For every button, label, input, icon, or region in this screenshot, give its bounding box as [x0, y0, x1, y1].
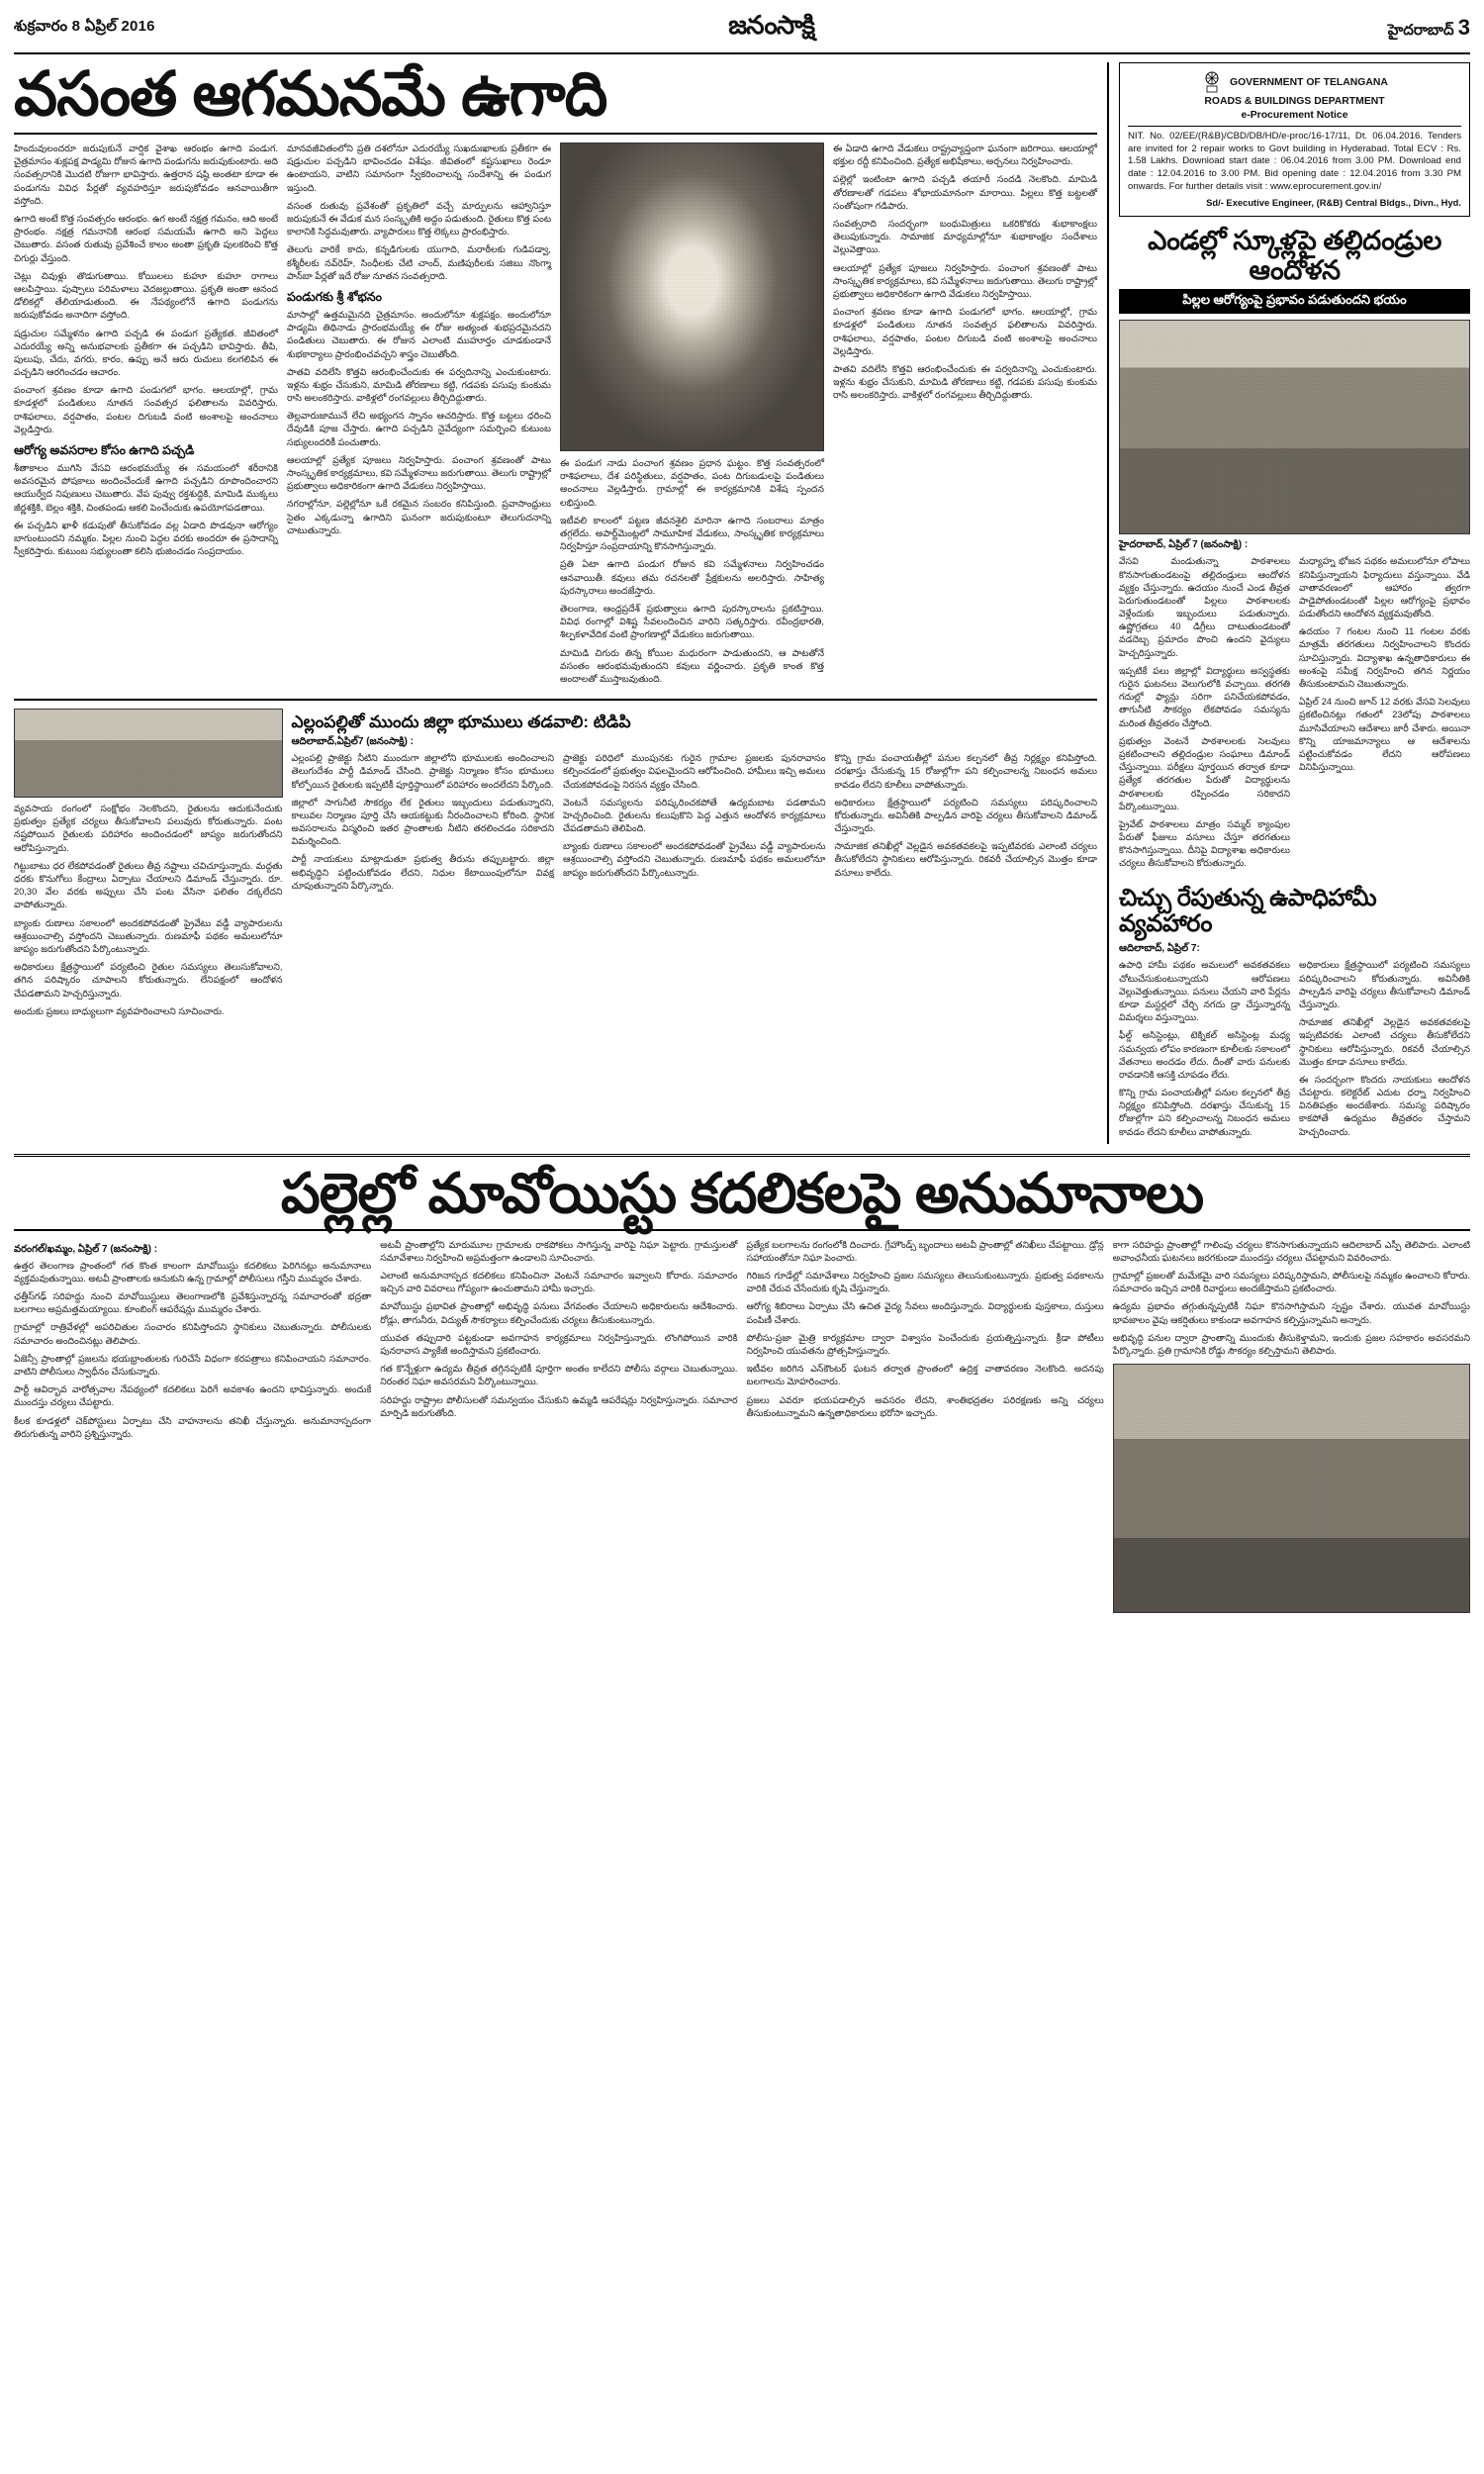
- bottom-dateline: వరంగల్/ఖమ్మం, ఏప్రిల్ 7 (జనంసాక్షి) :: [14, 1243, 158, 1255]
- bottom-col-4: కాగా సరిహద్దు ప్రాంతాల్లో గాలింపు చర్యలు కొనసాగుతున్నాయని ఆదిలాబాద్ ఎస్పీ తెలిపారు. ఎలాంటి అవాంఛనీయ ఘటనలు జరగకుండా ముందస్తు చర్యలు చేపట్టామని వివరించారు. గ్రామాల్లో ప్రజలతో మమేకమై వారి సమస్యలు పరిష్కరిస్తామని, పోలీసులపై నమ్మకం ఉంచాలని కోరారు. సమాచారం ఇచ్చిన వారికి రివార్డులు అందజేస్తామని ప్రకటించారు. ఉద్యమ ప్రభావం తగ్గుతున్నప్పటికీ నిఘా కొనసాగిస్తామని స్పష్టం చేశారు. యువత మావోయిస్టు భావజాలం వైపు ఆకర్షితులు కాకుండా అవగాహన కల్పిస్తున్నామని అన్నారు. అభివృద్ధి పనుల ద్వారా ప్రాంతాన్ని ముందుకు తీసుకెళ్తామని, ఇందుకు ప్రజల సహకారం అవసరమని పేర్కొన్నారు. ప్రతి గ్రామానికి రోడ్డు సౌకర్యం కల్పిస్తామని తెలిపారు.: [1113, 1239, 1470, 1614]
- lead-col3-text: ఈ పండుగ నాడు పంచాంగ శ్రవణం ప్రధాన ఘట్టం. కొత్త సంవత్సరంలో రాశిఫలాలు, దేశ పరిస్థితులు, వర్షపాతం, పంట దిగుబడులపై పండితులు అంచనాలు వెల్లడిస్తారు. గ్రామాల్లో ఈ కార్యక్రమానికి విశేష స్పందన లభిస్తుంది. ఇటీవలి కాలంలో పట్టణ జీవనశైలి మారినా ఉగాది సంబరాలు మాత్రం తగ్గలేదు. అపార్ట్‌మెంట్లలో సామూహిక వేడుకలు, సాంస్కృతిక కార్యక్రమాలు నిర్వహిస్తూ సంప్రదాయాన్ని కొనసాగిస్తున్నారు. ప్రతి ఏటా ఉగాది పండుగ రోజున కవి సమ్మేళనాలు నిర్వహించడం ఆనవాయితీ. కవులు తమ రచనలతో ప్రేక్షకులను అలరిస్తారు. సాహిత్య పురస్కారాలు అందజేస్తారు. తెలంగాణ, ఆంధ్రప్రదేశ్ ప్రభుత్వాలు ఉగాది పురస్కారాలను ప్రకటిస్తాయి. వివిధ రంగాల్లో విశిష్ట సేవలందించిన వారిని సత్కరిస్తారు. రవీంద్రభారతి, శిల్పకళావేదిక వంటి ప్రాంగణాల్లో వేడుకలు జరుగుతాయి. మామిడి చిగురు తిన్న కోయిల మధురంగా పాడుతుందని, ఆ పాటతోనే వసంతం ఆరంభమవుతుందని కవులు వర్ణించారు. ప్రకృతి కాంత కొత్త అందాలతో ముస్తాబవుతుంది.: [560, 458, 824, 684]
- lead-col1-subhead: ఆరోగ్య అవసరాల కోసం ఉగాది పచ్చడి: [14, 443, 195, 458]
- bottom-section: [14, 1154, 1470, 1613]
- lead-col-3: [560, 143, 824, 691]
- edition-name: హైదరాబాద్: [1387, 21, 1454, 39]
- security-forces-photo: [1113, 1364, 1470, 1613]
- bottom-columns: [14, 1239, 1470, 1614]
- gov-line-2: ROADS & BUILDINGS DEPARTMENT: [1204, 96, 1385, 107]
- government-emblem-icon: [1201, 69, 1223, 95]
- small-story-text: వ్యవసాయ రంగంలో సంక్షోభం నెలకొందని, రైతులను ఆదుకునేందుకు ప్రభుత్వం ప్రత్యేక చర్యలు తీసుకోవాలని పలువురు కోరుతున్నారు. పంట నష్టపోయిన రైతులకు పరిహారం అందించడంలో జాప్యం జరుగుతోందని ఆరోపిస్తున్నారు. గిట్టుబాటు ధర లేకపోవడంతో రైతులు తీవ్ర నష్టాలు చవిచూస్తున్నారు. మద్దతు ధరకు కొనుగోలు కేంద్రాలు ఏర్పాటు చేయాలని డిమాండ్ చేస్తున్నారు. రూ. 20,30 వేల వరకు అప్పులు చేసి పంట వేసినా ఫలితం దక్కలేదని వాపోతున్నారు. బ్యాంకు రుణాలు సకాలంలో అందకపోవడంతో ప్రైవేటు వడ్డీ వ్యాపారులను ఆశ్రయించాల్సి వస్తోందని చెబుతున్నారు. రుణమాఫీ పథకం అమలులోనూ జాప్యం జరుగుతోందని పేర్కొంటున్నారు. అధికారులు క్షేత్రస్థాయిలో పర్యటించి రైతుల సమస్యలు తెలుసుకోవాలని, తగిన పరిష్కారం చూపాలని కోరుతున్నారు. లేనిపక్షంలో ఆందోళన చేపడతామని హెచ్చరిస్తున్నారు. అందుకు ప్రజలు బాధ్యులుగా వ్యవహరించాలని సూచించారు.: [14, 804, 283, 1016]
- lead-col2-subhead: పండుగకు శ్రీ శోభనం: [287, 289, 383, 304]
- issue-date: శుక్రవారం 8 ఏప్రిల్ 2016: [14, 18, 155, 35]
- lead-col2-text: మానవజీవితంలోని ప్రతి దశలోనూ ఎదురయ్యే సుఖదుఃఖాలకు ప్రతీకగా ఈ షడ్రుచుల పచ్చడిని భావించడం విశేషం. జీవితంలో కష్టసుఖాలు రెండూ ఉంటాయని, వాటిని సమానంగా స్వీకరించాలన్న సందేశాన్ని ఈ పండుగ ఇస్తుంది. వసంత రుతువు ప్రవేశంతో ప్రకృతిలో వచ్చే మార్పులను ఆహ్వానిస్తూ జరుపుకునే ఈ వేడుక మన సంస్కృతికి అద్దం పడుతుంది. రైతులు కొత్త పంట కాలానికి సిద్ధమవుతారు. వ్యాపారులు కొత్త లెక్కలు ప్రారంభిస్తారు. తెలుగు వారికే కాదు, కన్నడిగులకు యుగాది, మరాఠీలకు గుడిపడ్వా, కశ్మీరీలకు నవ్‌రెహ్, సింధీలకు చేటి చాంద్, మణిపురీలకు సజిబు నొంగ్మా పాన్‌బా పేర్లతో ఇదే రోజు నూతన సంవత్సరాది.: [287, 143, 551, 281]
- main-column: [14, 62, 1097, 1144]
- upadhi-col-2: అధికారులు క్షేత్రస్థాయిలో పర్యటించి సమస్యలు పరిష్కరించాలని కోరుతున్నారు. అవినీతికి పాల్పడిన వారిపై చర్యలు తీసుకోవాలని డిమాండ్ చేస్తున్నారు. సామాజిక తనిఖీల్లో వెల్లడైన అవకతవకలపై ఇప్పటివరకు ఎలాంటి చర్యలు తీసుకోలేదని స్థానికులు ఆరోపిస్తున్నారు. రికవరీ చేయాల్సిన మొత్తం కూడా వసూలు కాలేదు. ఈ సందర్భంగా కొందరు నాయకులు ఆందోళన చేపట్టారు. కలెక్టరేట్ ఎదుట ధర్నా నిర్వహించి వినతిపత్రం అందజేశారు. సమస్య పరిష్కారం కాకపోతే ఉద్యమం తీవ్రతరం చేస్తామని హెచ్చరించారు.: [1299, 960, 1471, 1137]
- bottom-col-2: అటవీ ప్రాంతాల్లోని మారుమూల గ్రామాలకు రాకపోకలు సాగిస్తున్న వారిపై నిఘా పెట్టారు. గ్రామస్తులతో సమావేశాలు నిర్వహించి అప్రమత్తంగా ఉండాలని సూచించారు. ఎలాంటి అనుమానాస్పద కదలికలు కనిపించినా వెంటనే సమాచారం ఇవ్వాలని కోరారు. సమాచారం ఇచ్చిన వారి వివరాలు గోప్యంగా ఉంచుతామని హామీ ఇచ్చారు. మావోయిస్టు ప్రభావిత ప్రాంతాల్లో అభివృద్ధి పనులు వేగవంతం చేయాలని అధికారులను ఆదేశించారు. రోడ్లు, తాగునీరు, విద్యుత్ సౌకర్యాలు కల్పించేందుకు చర్యలు తీసుకుంటున్నారు. యువత తప్పుదారి పట్టకుండా అవగాహన కార్యక్రమాలు నిర్వహిస్తున్నారు. లొంగిపోయిన వారికి పునరావాస ప్యాకేజీ అందిస్తామని ప్రకటించారు. గత కొన్నేళ్లుగా ఉద్యమ తీవ్రత తగ్గినప్పటికీ పూర్తిగా అంతం కాలేదని పోలీసు వర్గాలు చెబుతున్నాయి. నిరంతర నిఘా అవసరమని పేర్కొంటున్నాయి. సరిహద్దు రాష్ట్రాల పోలీసులతో సమన్వయం చేసుకుని ఉమ్మడి ఆపరేషన్లు నిర్వహిస్తున్నారు. సమాచార మార్పిడి జరుగుతోంది.: [380, 1239, 738, 1418]
- lead-col-4: [833, 143, 1097, 691]
- tdp-col-3: కొన్ని గ్రామ పంచాయతీల్లో పనుల కల్పనలో తీవ్ర నిర్లక్ష్యం కనిపిస్తోంది. దరఖాస్తు చేసుకున్న 15 రోజుల్లోగా పని కల్పించాలన్న నిబంధన అమలు కావడం లేదని కూలీలు వాపోతున్నారు. అధికారులు క్షేత్రస్థాయిలో పర్యటించి సమస్యలు పరిష్కరించాలని కోరుతున్నారు. అవినీతికి పాల్పడిన వారిపై చర్యలు తీసుకోవాలని డిమాండ్ చేస్తున్నారు. సామాజిక తనిఖీల్లో వెల్లడైన అవకతవకలపై ఇప్పటివరకు ఎలాంటి చర్యలు తీసుకోలేదని స్థానికులు ఆరోపిస్తున్నారు. రికవరీ చేయాల్సిన మొత్తం కూడా వసూలు కాలేదు.: [834, 753, 1097, 878]
- tender-notice: [1119, 62, 1470, 217]
- bottom-col-1: వరంగల్/ఖమ్మం, ఏప్రిల్ 7 (జనంసాక్షి) : ఉత్తర తెలంగాణ ప్రాంతంలో గత కొంత కాలంగా మావోయిస్టు కదలికలు పెరిగినట్లు అనుమానాలు వ్యక్తమవుతున్నాయి. అటవీ ప్రాంతాలకు ఆనుకుని ఉన్న గ్రామాల్లో పోలీసులు గస్తీని ముమ్మరం చేశారు. ఛత్తీస్‌గఢ్ సరిహద్దు నుంచి మావోయిస్టులు తెలంగాణలోకి ప్రవేశిస్తున్నారన్న సమాచారంతో భద్రతా బలగాలు అప్రమత్తమయ్యాయి. కూంబింగ్ ఆపరేషన్లు ముమ్మరం చేశారు. గ్రామాల్లో రాత్రివేళల్లో అపరిచితుల సంచారం కనిపిస్తోందని స్థానికులు చెబుతున్నారు. పోలీసులకు సమాచారం అందించినట్లు తెలిపారు. ఏజెన్సీ ప్రాంతాల్లో ప్రజలను భయభ్రాంతులకు గురిచేసే విధంగా కరపత్రాలు కనిపించాయని సమాచారం. వాటిని పోలీసులు స్వాధీనం చేసుకున్నారు. పార్టీ ఆవిర్భావ వారోత్సవాల నేపథ్యంలో కదలికలు పెరిగే అవకాశం ఉందని భావిస్తున్నారు. అందుకే ముందస్తు చర్యలు చేపట్టారు. కీలక కూడళ్లలో చెక్‌పోస్టులు ఏర్పాటు చేసి వాహనాలను తనిఖీ చేస్తున్నారు. అనుమానాస్పదంగా తిరుగుతున్న వారిని ప్రశ్నిస్తున్నారు.: [14, 1243, 372, 1439]
- masthead: [14, 10, 1470, 54]
- lead-headline: వసంత ఆగమనమే ఉగాది: [14, 62, 1097, 135]
- tdp-story: [292, 709, 1097, 1023]
- lead-col1-text-2: శీతాకాలం ముగిసి వేసవి ఆరంభమయ్యే ఈ సమయంలో శరీరానికి అవసరమైన పోషకాలు అందించేందుకే ఉగాది పచ్చడిని రూపొందించారని ఆయుర్వేద నిపుణులు చెబుతారు. వేప పువ్వు రక్తశుద్ధికి, మామిడి ముక్కలు జీర్ణశక్తికి, బెల్లం శక్తికి, చింతపండు ఆకలి పెంచేందుకు ఉపయోగపడతాయి. ఈ పచ్చడిని ఖాళీ కడుపుతో తీసుకోవడం వల్ల ఏడాది పొడవునా ఆరోగ్యం బాగుంటుందని నమ్మకం. పిల్లల నుంచి పెద్దల వరకు అందరూ ఈ ప్రసాదాన్ని స్వీకరిస్తారు. కుటుంబ సభ్యులంతా కలిసి భుజించడం సంప్రదాయం.: [14, 463, 278, 557]
- lead-col4-text: ఈ ఏడాది ఉగాది వేడుకలు రాష్ట్రవ్యాప్తంగా ఘనంగా జరిగాయి. ఆలయాల్లో భక్తుల రద్దీ కనిపించింది. ప్రత్యేక అభిషేకాలు, అర్చనలు నిర్వహించారు. పల్లెల్లో ఇంటింటా ఉగాది పచ్చడి తయారీ సందడి నెలకొంది. మామిడి తోరణాలతో గడపలు శోభాయమానంగా మారాయి. పిల్లలు కొత్త బట్టలతో సంతోషంగా గడిపారు. సంవత్సరాది సందర్భంగా బంధుమిత్రులు ఒకరికొకరు శుభాకాంక్షలు తెలుపుకున్నారు. సామాజిక మాధ్యమాల్లోనూ శుభాకాంక్షల సందేశాలు వెల్లువెత్తాయి. ఆలయాల్లో ప్రత్యేక పూజలు నిర్వహిస్తారు. పంచాంగ శ్రవణంతో పాటు సాంస్కృతిక కార్యక్రమాలు, కవి సమ్మేళనాలు జరుగుతాయి. తెలుగు రాష్ట్రాల్లో ప్రభుత్వాలు అధికారికంగా ఉగాది వేడుకలు నిర్వహిస్తాయి. పంచాంగ శ్రవణం కూడా ఉగాది పండుగలో భాగం. ఆలయాల్లో, గ్రామ కూడళ్లలో పండితులు నూతన సంవత్సర ఫలితాలను వివరిస్తారు. రాశిఫలాలు, వర్షపాతం, పంటల దిగుబడి వంటి అంశాలపై అంచనాలు వెల్లడిస్తారు. పాతవి వదిలేసి కొత్తవి ఆరంభించేందుకు ఈ పర్వదినాన్ని ఎంచుకుంటారు. ఇళ్లను శుభ్రం చేసుకుని, మామిడి తోరణాలు కట్టి, గడపకు పసుపు కుంకుమ రాసి అలంకరిస్తారు. వాకిళ్లలో రంగవల్లులు తీర్చిదిద్దుతారు.: [833, 143, 1097, 401]
- upadhi-dateline: ఆదిలాబాద్, ఏప్రిల్ 7:: [1118, 943, 1200, 955]
- lead-article-columns: [14, 143, 1097, 691]
- tdp-dateline: ఆదిలాబాద్,ఏప్రిల్7 (జనంసాక్షి) :: [291, 736, 414, 748]
- ugadi-plate-photo: [560, 143, 824, 451]
- lead-col-2: [287, 143, 551, 691]
- tdp-col-1: ఎల్లంపల్లి ప్రాజెక్టు నీటిని ముందుగా జిల్లాలోని భూములకు అందించాలని తెలుగుదేశం పార్టీ డిమాండ్ చేసింది. ప్రాజెక్టు నిర్మాణం కోసం భూములు కోల్పోయిన రైతులకు ఇప్పటికీ పూర్తిస్థాయిలో పరిహారం అందలేదని పేర్కొంది. జిల్లాలో సాగునీటి సౌకర్యం లేక రైతులు ఇబ్బందులు పడుతున్నారని, కాలువల నిర్మాణం పూర్తి చేసి ఆయకట్టుకు నీరందించాలని కోరింది. స్థానిక అవసరాలను విస్మరించి ఇతర ప్రాంతాలకు నీటిని తరలించడం సరికాదని విమర్శించింది. పార్టీ నాయకులు మాట్లాడుతూ ప్రభుత్వ తీరును తప్పుబట్టారు. జిల్లా అభివృద్ధిని పట్టించుకోవడం లేదని, నిధుల కేటాయింపులోనూ వివక్ష చూపుతున్నారని పేర్కొన్నారు.: [291, 753, 554, 891]
- tdp-col-2: ప్రాజెక్టు పరిధిలో ముంపునకు గురైన గ్రామాల ప్రజలకు పునరావాసం కల్పించడంలో ప్రభుత్వం విఫలమైందని ఆరోపించింది. హామీలు ఇచ్చి అమలు చేయకపోవడంపై నిరసన వ్యక్తం చేసింది. వెంటనే సమస్యలను పరిష్కరించకపోతే ఉద్యమబాట పడతామని హెచ్చరించింది. రైతులను కలుపుకొని పెద్ద ఎత్తున ఆందోళన కార్యక్రమాలు చేపడతామని తెలిపింది. బ్యాంకు రుణాలు సకాలంలో అందకపోవడంతో ప్రైవేటు వడ్డీ వ్యాపారులను ఆశ్రయించాల్సి వస్తోందని చెబుతున్నారు. రుణమాఫీ పథకం అమలులోనూ జాప్యం జరుగుతోందని పేర్కొంటున్నారు.: [563, 753, 826, 878]
- tender-body: NIT. No. 02/EE/(R&B)/CBD/DB/HD/e-proc/16-17/11, Dt. 06.04.2016. Tenders are invited for 2 repair works to Govt building in Hyderabad. Total ECV : Rs. 1.58 Lakhs. Download start date : 06.04.2016 from 3.00 PM. Download end date : 12.04.2016 to 3.00 PM. Bid opening date : 12.04.2016 from 3.30 PM onwards. For further details visit : www.eprocurement.gov.in/: [1127, 130, 1461, 193]
- lead-col-1: [14, 143, 278, 691]
- divider-1: [14, 699, 1097, 701]
- page-number: 3: [1457, 14, 1470, 40]
- edition-info: [1388, 15, 1470, 43]
- school-children-photo: [1119, 320, 1470, 534]
- school-subhead: పిల్లల ఆరోగ్యంపై ప్రభావం పడుతుందని భయం: [1119, 289, 1470, 314]
- gov-line-1: GOVERNMENT OF TELANGANA: [1229, 76, 1388, 88]
- tender-signature: Sd/- Executive Engineer, (R&B) Central Bldgs., Divn., Hyd.: [1206, 197, 1461, 209]
- tdp-headline: ఎల్లంపల్లితో ముందు జిల్లా భూములు తడవాలి: టిడిపి: [291, 713, 631, 732]
- bottom-headline: పల్లెల్లో మావోయిస్టు కదలికలపై అనుమానాలు: [14, 1165, 1470, 1231]
- school-dateline: హైదరాబాద్, ఏప్రిల్ 7 (జనంసాక్షి) :: [1118, 539, 1249, 551]
- eproc-title: e-Procurement Notice: [1128, 109, 1461, 127]
- small-story-block: [14, 709, 283, 1023]
- right-column: [1107, 62, 1470, 1144]
- bottom-col-3: ప్రత్యేక బలగాలను రంగంలోకి దించారు. గ్రేహౌండ్స్ బృందాలు అటవీ ప్రాంతాల్లో తనిఖీలు చేపట్టాయి. డ్రోన్ల సహాయంతోనూ నిఘా పెంచారు. గిరిజన గూడేల్లో సమావేశాలు నిర్వహించి ప్రజల సమస్యలు తెలుసుకుంటున్నారు. ప్రభుత్వ పథకాలను వారికి చేరువ చేసేందుకు కృషి చేస్తున్నారు. ఆరోగ్య శిబిరాలు ఏర్పాటు చేసి ఉచిత వైద్య సేవలు అందిస్తున్నారు. విద్యార్థులకు పుస్తకాలు, దుస్తులు పంపిణీ చేశారు. పోలీసు-ప్రజా మైత్రి కార్యక్రమాల ద్వారా విశ్వాసం పెంచేందుకు ప్రయత్నిస్తున్నారు. క్రీడా పోటీలు నిర్వహించి యువతను ప్రోత్సహిస్తున్నారు. ఇటీవల జరిగిన ఎన్‌కౌంటర్ ఘటన తర్వాత ప్రాంతంలో ఉద్రిక్త వాతావరణం నెలకొంది. అదనపు బలగాలను మోహరించారు. ప్రజలు ఎవరూ భయపడాల్సిన అవసరం లేదని, శాంతిభద్రతల పరిరక్షణకు అన్ని చర్యలు తీసుకుంటున్నామని ఉన్నతాధికారులు భరోసా ఇచ్చారు.: [746, 1239, 1104, 1418]
- school-col-2: మధ్యాహ్న భోజన పథకం అమలులోనూ లోపాలు కనిపిస్తున్నాయని ఫిర్యాదులు వస్తున్నాయి. వేడి వాతావరణంలో ఆహారం త్వరగా పాడైపోతుండటంతో పిల్లల ఆరోగ్యంపై ప్రభావం పడుతోందని ఆందోళన వ్యక్తమవుతోంది. ఉదయం 7 గంటల నుంచి 11 గంటల వరకు మాత్రమే తరగతులు నిర్వహించాలని కొందరు సూచిస్తున్నారు. విద్యాశాఖ ఉన్నతాధికారులు ఈ అంశంపై సమీక్ష నిర్వహించి తగిన నిర్ణయం తీసుకుంటామని చెబుతున్నారు. ఏప్రిల్ 24 నుంచి జూన్ 12 వరకు వేసవి సెలవులు ప్రకటించినట్లు గతంలో 23లోపు పాఠశాలలు మూసివేయాలని ఆదేశాలు జారీ చేశారు. అయినా కొన్ని యాజమాన్యాలు ఆ ఆదేశాలను పట్టించుకోవడం లేదని ఆరోపణలు వినిపిస్తున్నాయి.: [1299, 556, 1471, 773]
- lead-col1-text: హిందువులందరూ జరుపుకునే వార్షిక వైశాఖ ఆరంభం ఉగాది పండుగ. చైత్రమాసం శుక్లపక్ష పాడ్యమి రోజున ఉగాది పండుగను జరుపుకుంటారు. అది సంవత్సరానికి మొదటి రోజుగా భావిస్తారు. ఉత్తరాన షష్ఠి అంతటా కూడా ఈ పండుగను వివిధ పేర్లతో వ్యవహరిస్తూ జరుపుకోవడం ఆనవాయితీగా వస్తోంది. ఉగాది అంటే కొత్త సంవత్సరం ఆరంభం. ఉగ అంటే నక్షత్ర గమనం, ఆది అంటే ప్రారంభం. నక్షత్ర గమనానికి ఆరంభ సమయమే ఉగాది అని పెద్దలు చెబుతారు. వసంత రుతువు ప్రవేశించే కాలం అంతా ప్రకృతి పులకరించి కొత్త చిగుర్లు వేస్తుంది. చెట్లు చివుళ్లు తొడుగుతాయి. కోయిలలు కుహూ కుహూ రాగాలు ఆలపిస్తాయి. పుష్పాలు పరిమళాలు వెదజల్లుతాయి. ప్రకృతి అంతా ఆనంద డోలికల్లో తేలియాడుతుంది. ఈ నేపథ్యంలోనే ఉగాది పండుగను జరుపుకోవడం అనాదిగా వస్తోంది. షడ్రుచుల సమ్మేళనం ఉగాది పచ్చడి ఈ పండుగ ప్రత్యేకత. జీవితంలో ఎదురయ్యే అన్ని అనుభవాలకు ప్రతీకగా ఈ పచ్చడిని భావిస్తారు. తీపి, పులుపు, చేదు, వగరు, కారం, ఉప్పు అనే ఆరు రుచులు కలగలిపిన ఈ పచ్చడిని ఆరగించడం ఆచారం. పంచాంగ శ్రవణం కూడా ఉగాది పండుగలో భాగం. ఆలయాల్లో, గ్రామ కూడళ్లలో పండితులు నూతన సంవత్సర ఫలితాలను వివరిస్తారు. రాశిఫలాలు, వర్షపాతం, పంటల దిగుబడి వంటి అంశాలపై అంచనాలు వెల్లడిస్తారు.: [14, 143, 278, 434]
- school-headline: ఎండల్లో స్కూళ్లపై తల్లిదండ్రుల ఆందోళన: [1148, 225, 1441, 285]
- small-photo: [14, 709, 283, 798]
- newspaper-logo: జనంసాక్షి: [728, 10, 815, 40]
- upadhi-headline: చిచ్చు రేపుతున్న ఉపాధిహామీ వ్యవహారం: [1118, 884, 1377, 938]
- upadhi-col-1: ఉపాధి హామీ పథకం అమలులో అవకతవకలు చోటుచేసుకుంటున్నాయని ఆరోపణలు వెల్లువెత్తుతున్నాయి. పనులు చేయని వారి పేర్లను కూడా మస్టర్లలో చేర్చి నగదు డ్రా చేస్తున్నారన్న విమర్శలు వస్తున్నాయి. ఫీల్డ్ అసిస్టెంట్లు, టెక్నికల్ అసిస్టెంట్ల మధ్య సమన్వయ లోపం కారణంగా కూలీలకు సకాలంలో వేతనాలు అందడం లేదు. దీంతో వారు పనులకు రావడానికి ఆసక్తి చూపడం లేదు. కొన్ని గ్రామ పంచాయతీల్లో పనుల కల్పనలో తీవ్ర నిర్లక్ష్యం కనిపిస్తోంది. దరఖాస్తు చేసుకున్న 15 రోజుల్లోగా పని కల్పించాలన్న నిబంధన అమలు కావడం లేదని కూలీలు వాపోతున్నారు.: [1118, 960, 1290, 1137]
- lead-col2-text-2: మాసాల్లో ఉత్తమమైనది చైత్రమాసం. అందులోనూ శుక్లపక్షం. అందులోనూ పాడ్యమి తిథినాడు ప్రారంభమయ్యే ఈ రోజు అత్యంత శుభప్రదమైనదని పండితులు చెబుతారు. ఈ రోజున ఎలాంటి ముహూర్తం చూడకుండానే శుభకార్యాలు ప్రారంభించవచ్చని శాస్త్రం చెబుతోంది. పాతవి వదిలేసి కొత్తవి ఆరంభించేందుకు ఈ పర్వదినాన్ని ఎంచుకుంటారు. ఇళ్లను శుభ్రం చేసుకుని, మామిడి తోరణాలు కట్టి, గడపకు పసుపు కుంకుమ రాసి అలంకరిస్తారు. వాకిళ్లలో రంగవల్లులు తీర్చిదిద్దుతారు. తెల్లవారుజామునే లేచి అభ్యంగన స్నానం ఆచరిస్తారు. కొత్త బట్టలు ధరించి దేవుడికి పూజ చేస్తారు. ఉగాది పచ్చడిని నైవేద్యంగా సమర్పించి కుటుంబ సభ్యులందరికీ పంచుతారు. ఆలయాల్లో ప్రత్యేక పూజలు నిర్వహిస్తారు. పంచాంగ శ్రవణంతో పాటు సాంస్కృతిక కార్యక్రమాలు, కవి సమ్మేళనాలు జరుగుతాయి. తెలుగు రాష్ట్రాల్లో ప్రభుత్వాలు అధికారికంగా ఉగాది వేడుకలు నిర్వహిస్తాయి. నగరాల్లోనూ, పల్లెల్లోనూ ఒకే రకమైన సంబరం కనిపిస్తుంది. ప్రవాసాంధ్రులు సైతం ఎక్కడున్నా ఉగాదిని ఘనంగా జరుపుకుంటూ తెలుగుదనాన్ని చాటుతున్నారు.: [287, 309, 551, 535]
- page-grid: [14, 62, 1470, 1144]
- school-col-1: వేసవి మండుతున్నా పాఠశాలలు కొనసాగుతుండటంపై తల్లిదండ్రులు ఆందోళన వ్యక్తం చేస్తున్నారు. ఉదయం నుంచే ఎండ తీవ్రత పెరుగుతుండటంతో పిల్లలు పాఠశాలలకు వెళ్లేందుకు ఇబ్బందులు పడుతున్నారు. ఉష్ణోగ్రతలు 40 డిగ్రీలు దాటుతుండటంతో వడదెబ్బ ప్రమాదం పొంచి ఉందని వైద్యులు హెచ్చరిస్తున్నారు. ఇప్పటికే పలు జిల్లాల్లో విద్యార్థులు అస్వస్థతకు గురైన ఘటనలు వెలుగులోకి వచ్చాయి. తరగతి గదుల్లో ఫ్యాన్లు సరిగా పనిచేయకపోవడం, తాగునీటి సౌకర్యం లేకపోవడం సమస్యను మరింత తీవ్రతరం చేస్తోంది. ప్రభుత్వం వెంటనే పాఠశాలలకు సెలవులు ప్రకటించాలని తల్లిదండ్రుల సంఘాలు డిమాండ్ చేస్తున్నాయి. పరీక్షలు పూర్తయిన తర్వాత కూడా ప్రత్యేక తరగతుల పేరుతో విద్యార్థులను పాఠశాలలకు రప్పించడం సరికాదని పేర్కొంటున్నాయి. ప్రైవేట్ పాఠశాలలు మాత్రం సమ్మర్ క్యాంపుల పేరుతో ఫీజులు వసూలు చేస్తూ తరగతులు కొనసాగిస్తున్నాయి. దీనిపై విద్యాశాఖ అధికారులు చర్యలు తీసుకోవాలని కోరుతున్నారు.: [1118, 556, 1290, 869]
- lower-left-strip: [14, 709, 1097, 1023]
